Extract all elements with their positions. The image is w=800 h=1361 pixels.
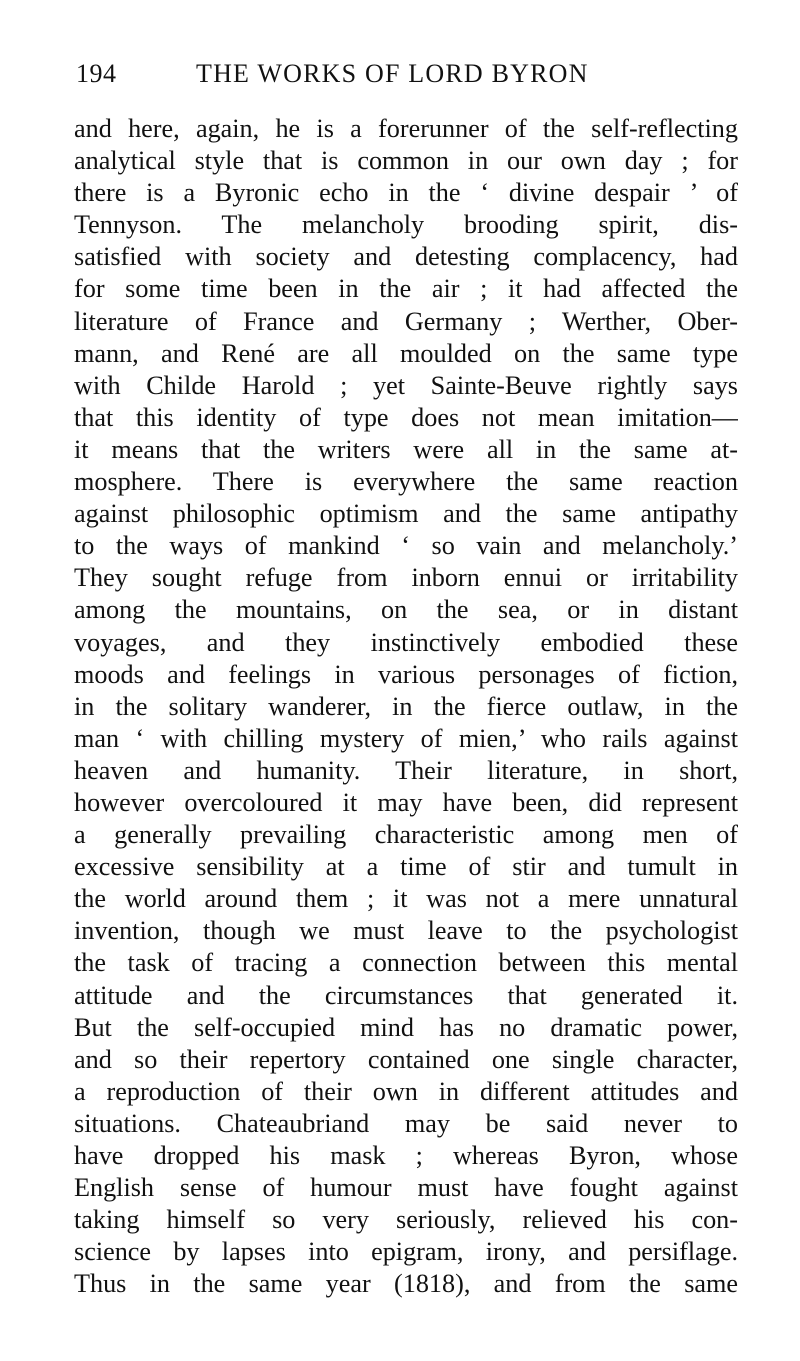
text-line: among the mountains, on the sea, or in distant bbox=[74, 595, 738, 625]
text-line: a generally prevailing characteristic among men of bbox=[74, 820, 738, 850]
text-line: moods and feelings in various personages of fiction, bbox=[74, 659, 738, 689]
text-line: there is a Byronic echo in the ‘ divine despair ’ of bbox=[74, 178, 738, 208]
text-line: situations. Chateaubriand may be said never to bbox=[74, 1108, 738, 1138]
text-line: English sense of humour must have fought against bbox=[74, 1173, 738, 1203]
page-number: 194 bbox=[76, 59, 117, 88]
text-line: the task of tracing a connection between this mental bbox=[74, 948, 738, 978]
text-line: mosphere. There is everywhere the same reaction bbox=[74, 467, 738, 497]
text-line: analytical style that is common in our own day ; for bbox=[74, 146, 738, 176]
text-line: excessive sensibility at a time of stir and tumult in bbox=[74, 852, 738, 882]
text-line: in the solitary wanderer, in the fierce outlaw, in the bbox=[74, 691, 738, 721]
text-line: They sought refuge from inborn ennui or irritability bbox=[74, 563, 738, 593]
text-line: against philosophic optimism and the same antipathy bbox=[74, 499, 738, 529]
page-header bbox=[76, 56, 736, 92]
text-line: But the self-occupied mind has no dramatic power, bbox=[74, 1012, 738, 1042]
text-line: for some time been in the air ; it had affected the bbox=[74, 274, 738, 304]
text-line: voyages, and they instinctively embodied these bbox=[74, 627, 738, 657]
body-text bbox=[74, 113, 738, 1300]
text-line: to the ways of mankind ‘ so vain and melancholy.’ bbox=[74, 531, 738, 561]
text-line: man ‘ with chilling mystery of mien,’ who rails against bbox=[74, 723, 738, 753]
text-line: and so their repertory contained one single character, bbox=[74, 1044, 738, 1074]
text-line: literature of France and Germany ; Werther, Ober- bbox=[74, 306, 738, 336]
text-line: the world around them ; it was not a mere unnatural bbox=[74, 884, 738, 914]
text-line: however overcoloured it may have been, did represent bbox=[74, 787, 738, 817]
text-line: and here, again, he is a forerunner of the self-reflecting bbox=[74, 114, 738, 143]
text-line: invention, though we must leave to the psychologist bbox=[74, 916, 738, 946]
text-line: Tennyson. The melancholy brooding spirit, dis- bbox=[74, 210, 738, 240]
text-line: taking himself so very seriously, relieved his con- bbox=[74, 1205, 738, 1235]
text-line: science by lapses into epigram, irony, and persiflage. bbox=[74, 1237, 738, 1267]
text-line: mann, and René are all moulded on the same type bbox=[74, 338, 738, 368]
text-line: with Childe Harold ; yet Sainte-Beuve rightly says bbox=[74, 370, 738, 400]
running-head: THE WORKS OF LORD BYRON bbox=[196, 59, 589, 88]
text-line: Thus in the same year (1818), and from the same bbox=[74, 1269, 738, 1299]
text-line: that this identity of type does not mean imitation— bbox=[74, 402, 738, 432]
text-line: it means that the writers were all in the same at- bbox=[74, 434, 738, 464]
text-line: heaven and humanity. Their literature, in short, bbox=[74, 755, 738, 785]
text-line: satisfied with society and detesting complacency, had bbox=[74, 242, 738, 272]
text-line: have dropped his mask ; whereas Byron, whose bbox=[74, 1141, 738, 1170]
text-line: a reproduction of their own in different attitudes and bbox=[74, 1076, 738, 1106]
text-line: attitude and the circumstances that generated it. bbox=[74, 980, 738, 1010]
